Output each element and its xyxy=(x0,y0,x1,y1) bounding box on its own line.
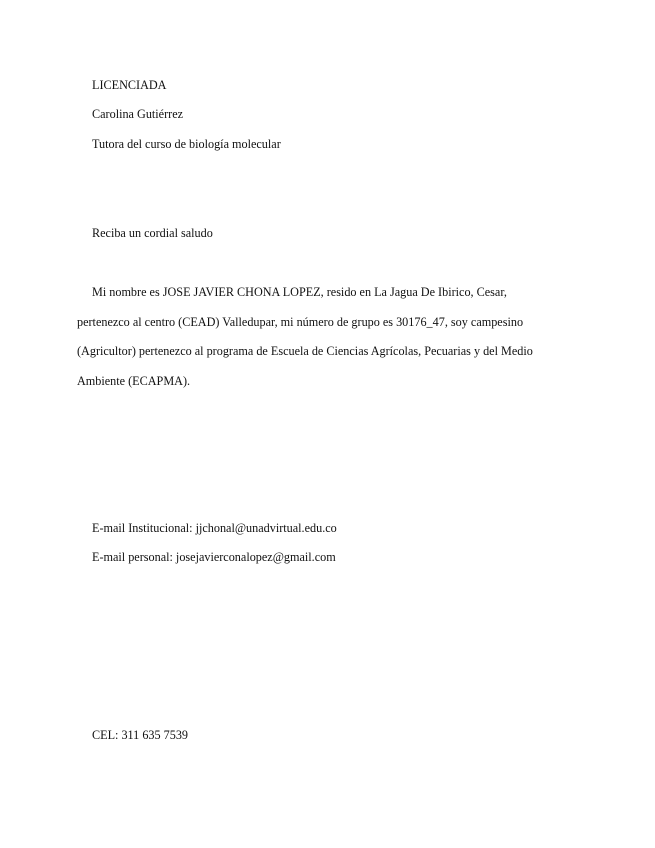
greeting: Reciba un cordial saludo xyxy=(92,226,213,240)
recipient-name: Carolina Gutiérrez xyxy=(92,107,184,121)
body-line-2: pertenezco al centro (CEAD) Valledupar, mi número de grupo es 30176_47, soy campesino xyxy=(77,315,524,329)
body-line-3: (Agricultor) pertenezco al programa de Escuela de Ciencias Agrícolas, Pecuarias y del Medio xyxy=(77,344,533,358)
personal-email: E-mail personal: josejavierconalopez@gmail.com xyxy=(92,550,336,564)
body-line-1: Mi nombre es JOSE JAVIER CHONA LOPEZ, resido en La Jagua De Ibirico, Cesar, xyxy=(92,285,507,299)
title-line: LICENCIADA xyxy=(92,78,167,92)
recipient-role: Tutora del curso de biología molecular xyxy=(92,137,281,151)
institutional-email: E-mail Institucional: jjchonal@unadvirtual.edu.co xyxy=(92,521,337,535)
phone-number: CEL: 311 635 7539 xyxy=(92,728,189,742)
body-line-4: Ambiente (ECAPMA). xyxy=(77,374,191,388)
